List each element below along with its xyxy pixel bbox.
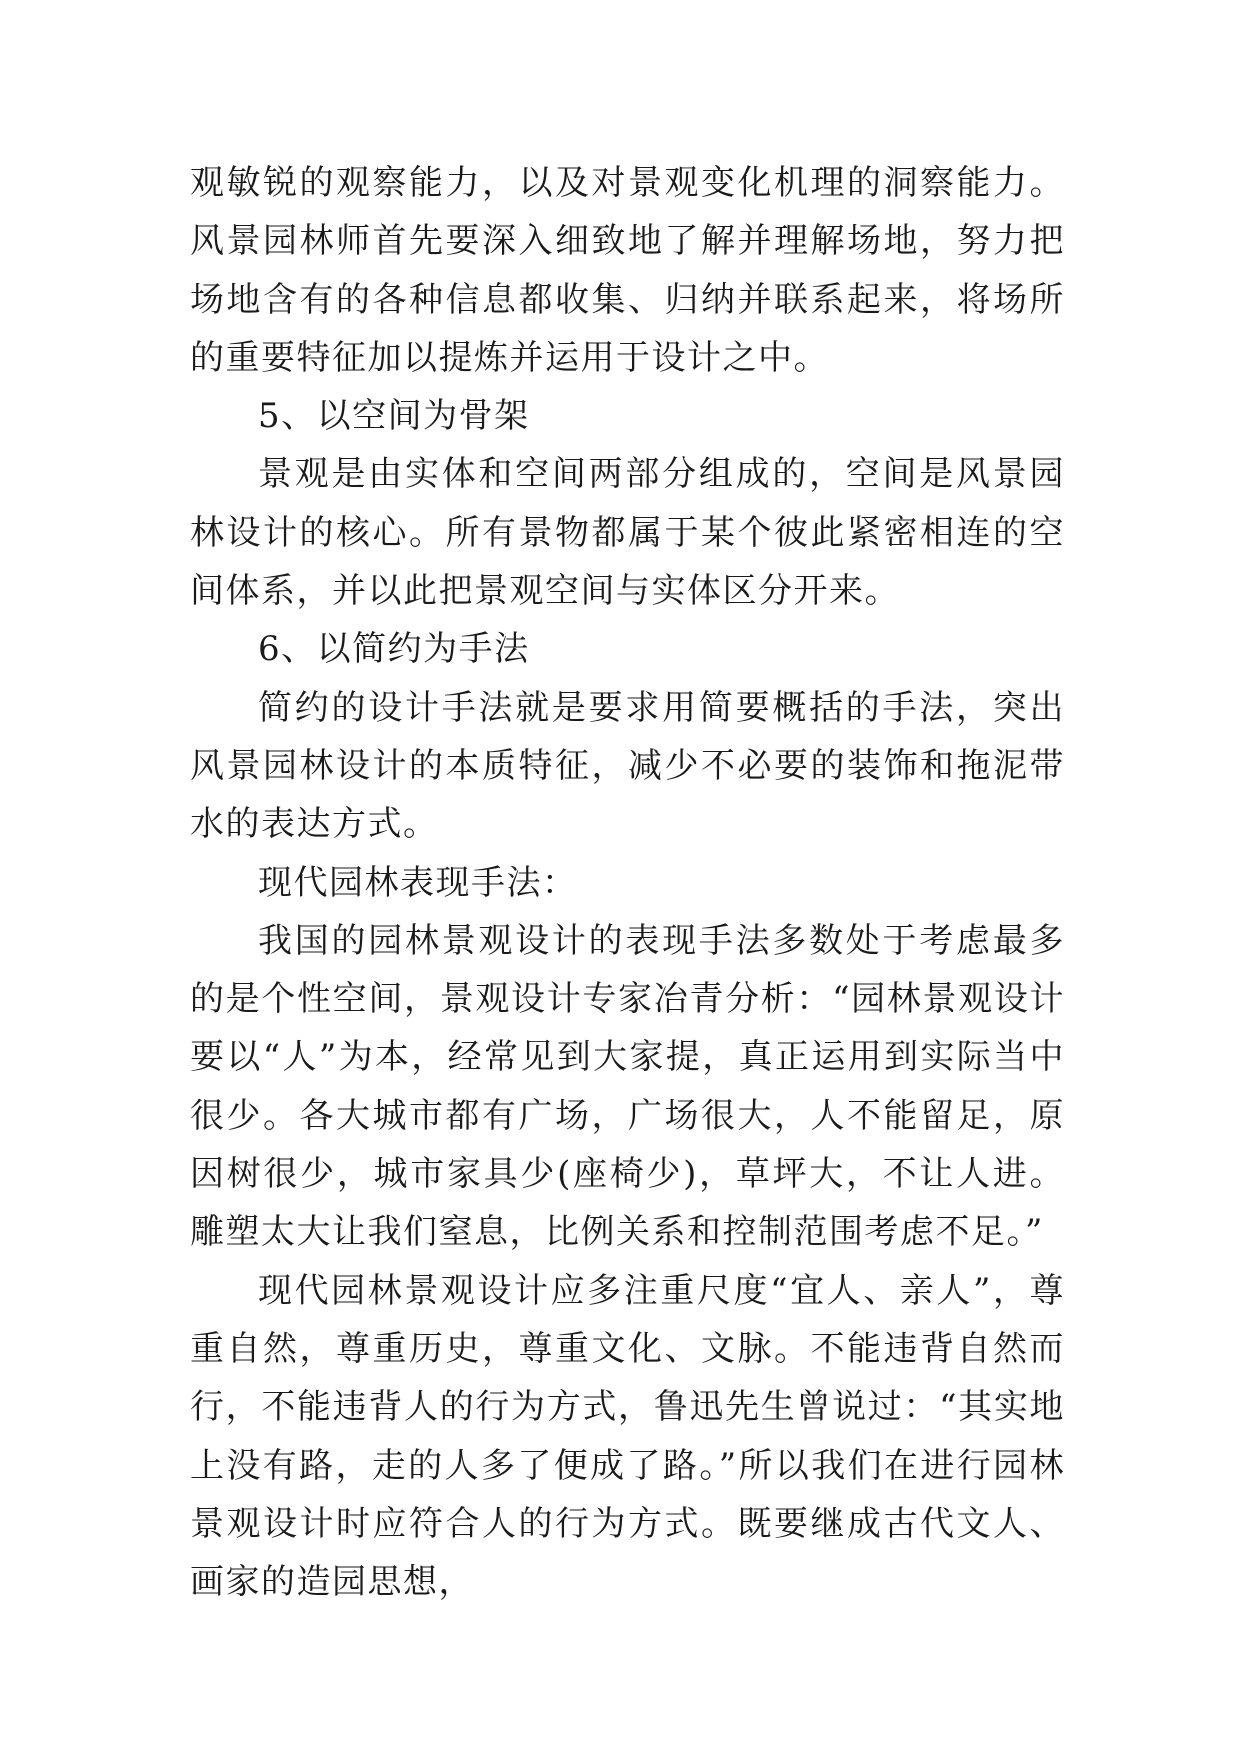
document-body (190, 154, 1065, 1611)
section-heading-5: 5、以空间为骨架 (258, 396, 530, 437)
paragraph-analysis: 我国的园林景观设计的表现手法多数处于考虑最多的是个性空间，景观设计专家冶青分析：“园林景观设计要以“人”为本，经常见到大家提，真正运用到实际当中很少。各大城市都有广场，广场很大，人不能留足，原因树很少，城市家具少(座椅少)，草坪大，不让人进。雕塑太大让我们窒息，比例关系和控制范围考虑不足。” (190, 920, 1065, 1253)
section-heading-6: 6、以简约为手法 (258, 629, 530, 670)
paragraph-space: 景观是由实体和空间两部分组成的，空间是风景园林设计的核心。所有景物都属于某个彼此紧密相连的空间体系，并以此把景观空间与实体区分开来。 (190, 454, 1065, 612)
paragraph-scale: 现代园林景观设计应多注重尺度“宜人、亲人”，尊重自然，尊重历史，尊重文化、文脉。不能违背自然而行，不能违背人的行为方式，鲁迅先生曾说过：“其实地上没有路，走的人多了便成了路。”所以我们在进行园林景观设计时应符合人的行为方式。既要继成古代文人、画家的造园思想， (190, 1270, 1065, 1603)
paragraph-simplicity: 简约的设计手法就是要求用简要概括的手法，突出风景园林设计的本质特征，减少不必要的装饰和拖泥带水的表达方式。 (190, 687, 1065, 845)
section-heading-modern: 现代园林表现手法： (258, 862, 578, 903)
paragraph-continuation: 观敏锐的观察能力，以及对景观变化机理的洞察能力。风景园林师首先要深入细致地了解并理解场地，努力把场地含有的各种信息都收集、归纳并联系起来，将场所的重要特征加以提炼并运用于设计之中。 (190, 163, 1065, 378)
